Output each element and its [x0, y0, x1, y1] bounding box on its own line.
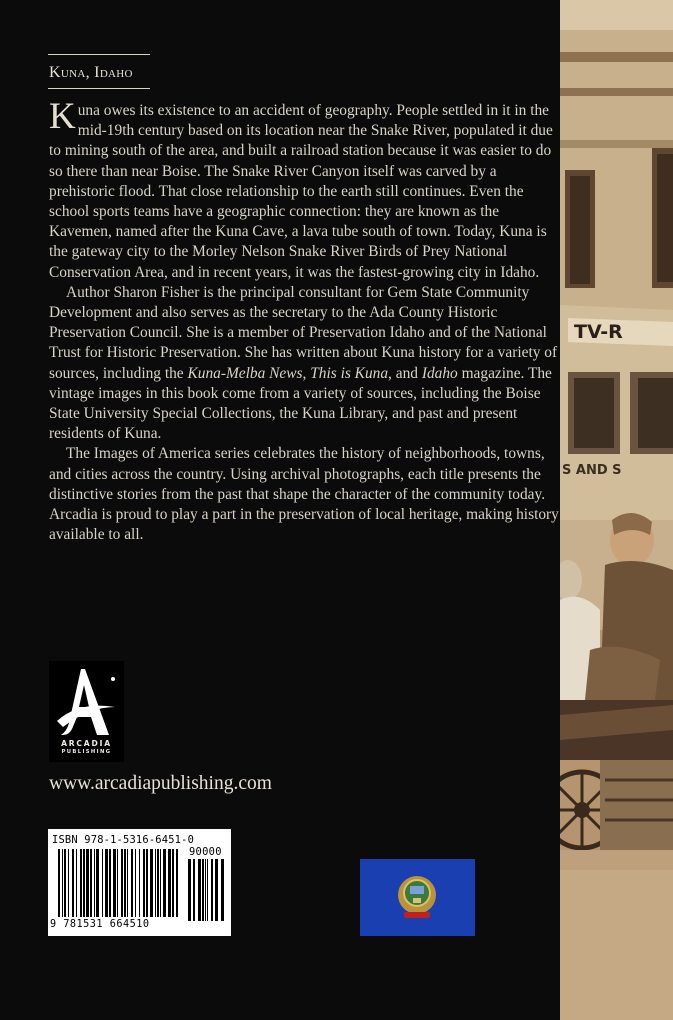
series-title: Kuna, Idaho: [49, 64, 133, 81]
barcode-bar: [193, 859, 195, 921]
barcode-bar: [109, 849, 111, 917]
idaho-seal-icon: [360, 859, 475, 936]
barcode-bar: [155, 849, 156, 917]
barcode-bar: [205, 859, 206, 921]
publication-this-is-kuna: This is Kuna: [310, 364, 389, 382]
logo-publisher-name: ARCADIA: [61, 739, 112, 748]
barcode-bar: [163, 849, 166, 917]
barcode-bar: [83, 849, 85, 917]
isbn-label: ISBN 978-1-5316-6451-0: [52, 834, 195, 846]
barcode-bar: [221, 859, 224, 921]
publication-idaho: Idaho: [421, 364, 458, 382]
tv-sign-text: TV-R: [574, 321, 623, 343]
archival-photo: [560, 0, 673, 1020]
barcode-bar: [172, 849, 174, 917]
barcode-bar: [86, 849, 89, 917]
paragraph-2-text-a: Author Sharon Fisher is the principal consultant for Gem State Community Development and also serves as the secretary to the Ada County Historic Preservation Council. She is a member of Preservation Idaho and of the National Trust for Historic Preservation. She has written about Kuna history for a variety of sources, including the: [49, 283, 558, 382]
blurb: [49, 96, 559, 545]
barcode-bar: [143, 849, 145, 917]
paragraph-1-text: una owes its existence to an accident of geography. People settled in it in the mid-19th century based on its location near the Snake River, populated it due to mining south of the area, and built a railroad station because it was easier to do so there than near Boise. The Snake River Canyon itself was carved by a prehistoric flood. That close relationship to the earth still continues. Even the school sports teams have a geographic connection: they are known as the Kavemen, named after the Kuna Cave, a lava tube south of town. Today, Kuna is the gateway city to the Morley Nelson Snake River Birds of Prey National Conservation Area, and in recent years, it was the fastest-growing city in Idaho.: [49, 102, 553, 281]
barcode-bar: [215, 859, 218, 921]
barcode-bar: [146, 849, 148, 917]
barcode-bar: [113, 849, 116, 917]
barcode-bar: [124, 849, 126, 917]
barcode-bar: [176, 849, 178, 917]
barcode-bar: [96, 849, 99, 917]
barcode-bar: [202, 859, 204, 921]
barcode-bar: [58, 849, 60, 917]
drop-cap: K: [49, 96, 76, 137]
barcode-bar: [94, 849, 95, 917]
barcode-bar: [135, 849, 136, 917]
price-code: 90000: [189, 846, 222, 858]
isbn-barcode: [48, 829, 231, 936]
barcode-bar: [76, 849, 77, 917]
barcode-bar: [72, 849, 74, 917]
barcode-bar: [198, 859, 201, 921]
paragraph-2-text-b: ,: [302, 364, 311, 382]
barcode-bar: [157, 849, 159, 917]
barcode-bar: [121, 849, 123, 917]
barcode-bar: [117, 849, 118, 917]
barcode-bar: [64, 849, 66, 917]
barcode-bar: [207, 859, 208, 921]
barcode-bar: [188, 859, 191, 921]
publication-kuna-melba-news: Kuna-Melba News: [187, 364, 303, 382]
idaho-flag: [360, 859, 475, 936]
barcode-bar: [139, 849, 140, 917]
paragraph-2-text-c: , and: [388, 364, 422, 382]
barcode-bar: [131, 849, 133, 917]
barcode-bar: [105, 849, 108, 917]
blurb-paragraph-2: [49, 283, 559, 445]
blurb-paragraph-1: [49, 96, 559, 283]
paragraph-2-text-d: magazine. The vintage images in this book come from a variety of sources, including the Boise State University Special Collections, the Kuna Library, and past and present residents of Kuna.: [49, 364, 552, 443]
arcadia-logo: [49, 661, 124, 762]
barcode-bar: [62, 849, 63, 917]
barcode-bar: [80, 849, 82, 917]
barcode-bar: [102, 849, 103, 917]
barcode-bar: [211, 859, 213, 921]
barcode-bar: [68, 849, 69, 917]
blurb-paragraph-3: The Images of America series celebrates the history of neighborhoods, towns, and cities across the country. Using archival photographs, each title presents the distinctive stories from the past that shape the character of the community today. Arcadia is proud to play a part in the preservation of local heritage, making history available to all.: [49, 445, 559, 544]
barcode-digits: 9 781531 664510: [50, 919, 150, 930]
title-rule-top: [48, 54, 150, 55]
title-rule-bottom: [48, 88, 150, 89]
logo-publisher-subname: PUBLISHING: [61, 749, 112, 755]
barcode-bar: [150, 849, 153, 917]
vintage-street-scene: [560, 0, 673, 1020]
barcode-bar: [160, 849, 161, 917]
van-side-text: S AND S: [562, 463, 622, 478]
arcadia-a-icon: [49, 661, 124, 741]
barcode-bar: [168, 849, 171, 917]
publisher-website[interactable]: www.arcadiapublishing.com: [49, 773, 272, 794]
barcode-bar: [90, 849, 92, 917]
barcode-bar: [127, 849, 128, 917]
